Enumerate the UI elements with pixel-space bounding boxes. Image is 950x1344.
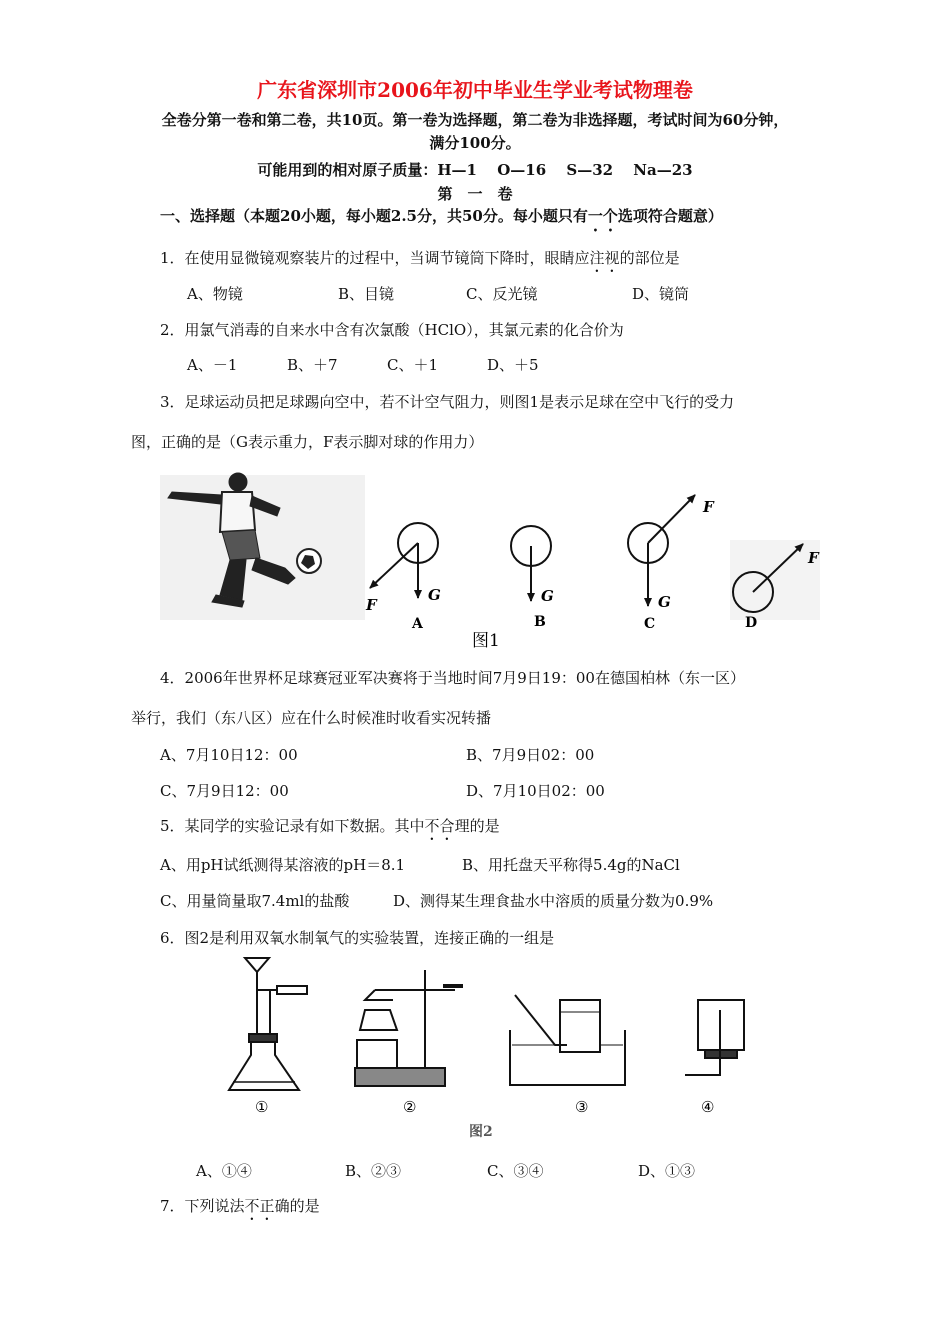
q7-stem-emphasis: 不正 — [244, 1197, 275, 1215]
figure-2 — [215, 950, 775, 1145]
q4-line-1: 4．2006年世界杯足球赛冠亚军决赛将于当地时间7月9日19：00在德国柏林（东一区） — [160, 669, 745, 687]
apparatus-3-water-trough — [510, 995, 625, 1085]
q1-option-a: A、物镜 — [187, 285, 243, 303]
q5-stem — [160, 816, 500, 844]
force-diagram-b — [511, 526, 554, 630]
q5-option-c: C、用量筒量取7.4ml的盐酸 — [160, 892, 350, 910]
q5-stem-pre: 5．某同学的实验记录有如下数据。其中 — [160, 817, 425, 835]
label-f-c: F — [703, 498, 714, 516]
apparatus-2-label: ② — [403, 1098, 417, 1116]
section-heading-post: 选项符合题意） — [617, 207, 723, 225]
q1-option-b: B、目镜 — [338, 285, 395, 303]
q5-option-b: B、用托盘天平称得5.4g的NaCl — [462, 856, 680, 874]
q7-stem — [160, 1196, 320, 1224]
section-heading — [160, 206, 723, 235]
force-arrow-f-a — [370, 543, 418, 588]
q4-option-d: D、7月10日02：00 — [466, 782, 605, 800]
q6-option-c: C、③④ — [487, 1162, 544, 1180]
label-f-d: F — [808, 549, 819, 567]
q5-option-a: A、用pH试纸测得某溶液的pH＝8.1 — [160, 856, 406, 874]
q1-stem-pre: 1．在使用显微镜观察装片的过程中，当调节镜筒下降时，眼睛应 — [160, 249, 590, 267]
label-g-a: G — [428, 586, 441, 604]
figure-1 — [160, 460, 830, 655]
q1-option-d: D、镜筒 — [632, 285, 690, 303]
q2-option-a: A、－1 — [187, 356, 238, 374]
q3-line-1: 3．足球运动员把足球踢向空中，若不计空气阻力，则图1是表示足球在空中飞行的受力 — [160, 393, 735, 411]
q5-stem-post: 理的是 — [454, 817, 500, 835]
q4-option-b: B、7月9日02：00 — [466, 746, 595, 764]
section-heading-pre: 一、选择题（本题20小题，每小题2.5分，共50分。每小题只有 — [160, 207, 588, 225]
label-option-d: D — [745, 615, 758, 631]
intro-line-2: 满分100分。 — [429, 134, 521, 152]
force-arrow-f-c — [648, 495, 695, 543]
apparatus-2-heating — [355, 970, 463, 1086]
q6-option-d: D、①③ — [638, 1162, 696, 1180]
label-g-b: G — [541, 587, 554, 605]
figure-2-caption: 图2 — [469, 1124, 493, 1140]
figure-1-caption: 图1 — [472, 631, 500, 651]
q1-stem-emphasis: 注视 — [589, 249, 620, 267]
q4-option-a: A、7月10日12：00 — [160, 746, 298, 764]
label-option-a: A — [412, 616, 423, 632]
q2-option-b: B、＋7 — [287, 356, 338, 374]
apparatus-4-bottle — [685, 1000, 744, 1075]
q4-line-2: 举行，我们（东八区）应在什么时候准时收看实况转播 — [131, 709, 492, 727]
q1-stem — [160, 248, 680, 276]
diagram-d-background — [730, 540, 820, 620]
q6-option-b: B、②③ — [345, 1162, 402, 1180]
football — [297, 549, 321, 573]
q5-option-d: D、测得某生理食盐水中溶质的质量分数为0.9% — [393, 892, 714, 910]
label-option-c: C — [644, 616, 656, 632]
q2-option-d: D、＋5 — [487, 356, 539, 374]
q5-stem-emphasis: 不合 — [424, 817, 455, 835]
q2-option-c: C、＋1 — [387, 356, 439, 374]
q1-option-c: C、反光镜 — [466, 285, 538, 303]
q3-line-2: 图，正确的是（G表示重力，F表示脚对球的作用力） — [131, 433, 484, 451]
label-f-a: F — [366, 596, 377, 614]
q7-stem-pre: 7．下列说法 — [160, 1197, 245, 1215]
page-title: 广东省深圳市2006年初中毕业生学业考试物理卷 — [257, 78, 693, 102]
q7-stem-post: 确的是 — [274, 1197, 320, 1215]
q6-stem: 6．图2是利用双氧水制氧气的实验装置，连接正确的一组是 — [160, 929, 555, 947]
q4-option-c: C、7月9日12：00 — [160, 782, 289, 800]
q1-stem-post: 的部位是 — [619, 249, 680, 267]
apparatus-1-flask — [229, 958, 307, 1090]
force-diagram-a — [365, 523, 441, 632]
apparatus-3-label: ③ — [575, 1098, 589, 1116]
label-g-c: G — [658, 593, 671, 611]
section-heading-emphasis: 一个 — [587, 207, 618, 225]
force-diagram-c — [628, 495, 715, 632]
volume-heading: 第 一 卷 — [437, 185, 513, 203]
force-diagram-d — [730, 540, 820, 631]
intro-line-1: 全卷分第一卷和第二卷，共10页。第一卷为选择题，第二卷为非选择题，考试时间为60分钟， — [161, 111, 789, 129]
q6-option-a: A、①④ — [196, 1162, 252, 1180]
label-option-b: B — [534, 614, 546, 630]
apparatus-4-label: ④ — [701, 1098, 715, 1116]
q2-stem: 2．用氯气消毒的自来水中含有次氯酸（HClO），其氯元素的化合价为 — [160, 321, 624, 339]
apparatus-1-label: ① — [255, 1098, 269, 1116]
atomic-mass-line: 可能用到的相对原子质量：H—1 O—16 S—32 Na—23 — [257, 161, 693, 179]
